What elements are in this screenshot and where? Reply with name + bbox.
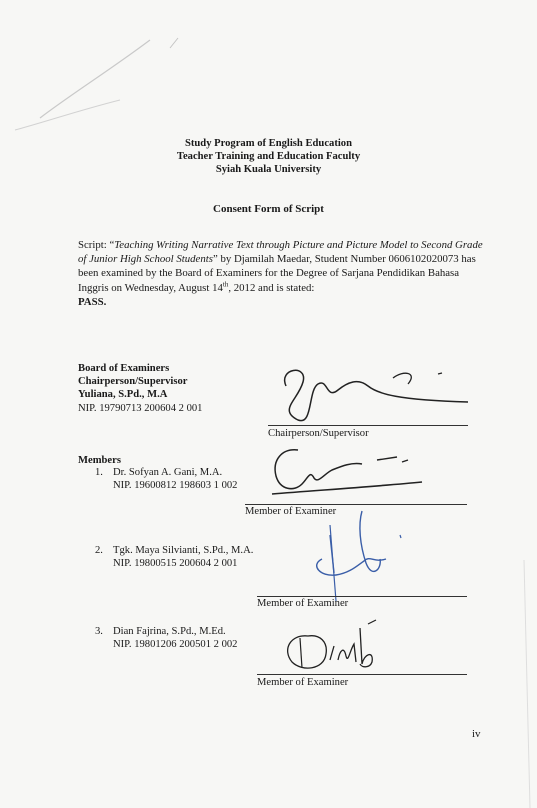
member-nip: NIP. 19800515 200604 2 001: [113, 558, 238, 570]
members-heading: Members: [78, 455, 121, 466]
script-details: ” by Djamilah Maedar, Student Number 0606102020073 has been examined by the Board of Examiners for the Degree of Sarjana Pendidikan Bahasa Inggris on Wednesday, August 14: [78, 253, 476, 294]
university-name: Syiah Kuala University: [215, 164, 322, 175]
member-1-signature: [262, 440, 472, 505]
member-number: 1.: [95, 467, 103, 478]
member-3-signature-line: [257, 674, 467, 675]
member-3-signature: [280, 620, 390, 680]
member-3-signature-label: Member of Examiner: [257, 677, 349, 688]
chair-signature-line: [268, 425, 468, 426]
member-1-signature-label: Member of Examiner: [245, 506, 337, 517]
script-title: Teaching Writing Narrative Text through Picture and Picture Model to Second Grade of Junior High School Students: [78, 239, 483, 266]
program-name: Study Program of English Education: [185, 138, 352, 149]
member-nip: NIP. 19600812 198603 1 002: [113, 480, 238, 492]
chair-signature-label: Chairperson/Supervisor: [268, 428, 369, 439]
member-2-signature-line: [257, 596, 467, 597]
page-title: Consent Form of Script: [213, 203, 324, 215]
faculty-name: Teacher Training and Education Faculty: [176, 151, 361, 162]
board-of-examiners: [78, 362, 202, 415]
member-entry-2: [95, 544, 253, 571]
member-nip: NIP. 19801206 200501 2 002: [113, 639, 238, 651]
page-number: iv: [472, 728, 481, 740]
member-name: Dian Fajrina, S.Pd., M.Ed.: [113, 626, 226, 637]
member-number: 3.: [95, 626, 103, 637]
member-name: Tgk. Maya Silvianti, S.Pd., M.A.: [113, 545, 254, 556]
chair-nip: NIP. 19790713 200604 2 001: [78, 402, 203, 414]
chair-role: Chairperson/Supervisor: [78, 376, 188, 388]
script-details-end: , 2012 and is stated:: [228, 281, 315, 294]
member-entry-3: [95, 625, 237, 652]
script-paragraph: [78, 238, 483, 309]
exam-result: PASS.: [78, 295, 107, 308]
member-name: Dr. Sofyan A. Gani, M.A.: [113, 467, 223, 478]
chair-signature: [268, 360, 478, 425]
member-2-signature-label: Member of Examiner: [257, 598, 349, 609]
chair-name: Yuliana, S.Pd., M.A: [78, 389, 168, 401]
member-number: 2.: [95, 545, 103, 556]
member-entry-1: [95, 466, 237, 493]
date-superscript: th: [222, 280, 229, 289]
script-prefix: Script: “: [78, 239, 115, 251]
board-heading: Board of Examiners: [78, 363, 170, 374]
